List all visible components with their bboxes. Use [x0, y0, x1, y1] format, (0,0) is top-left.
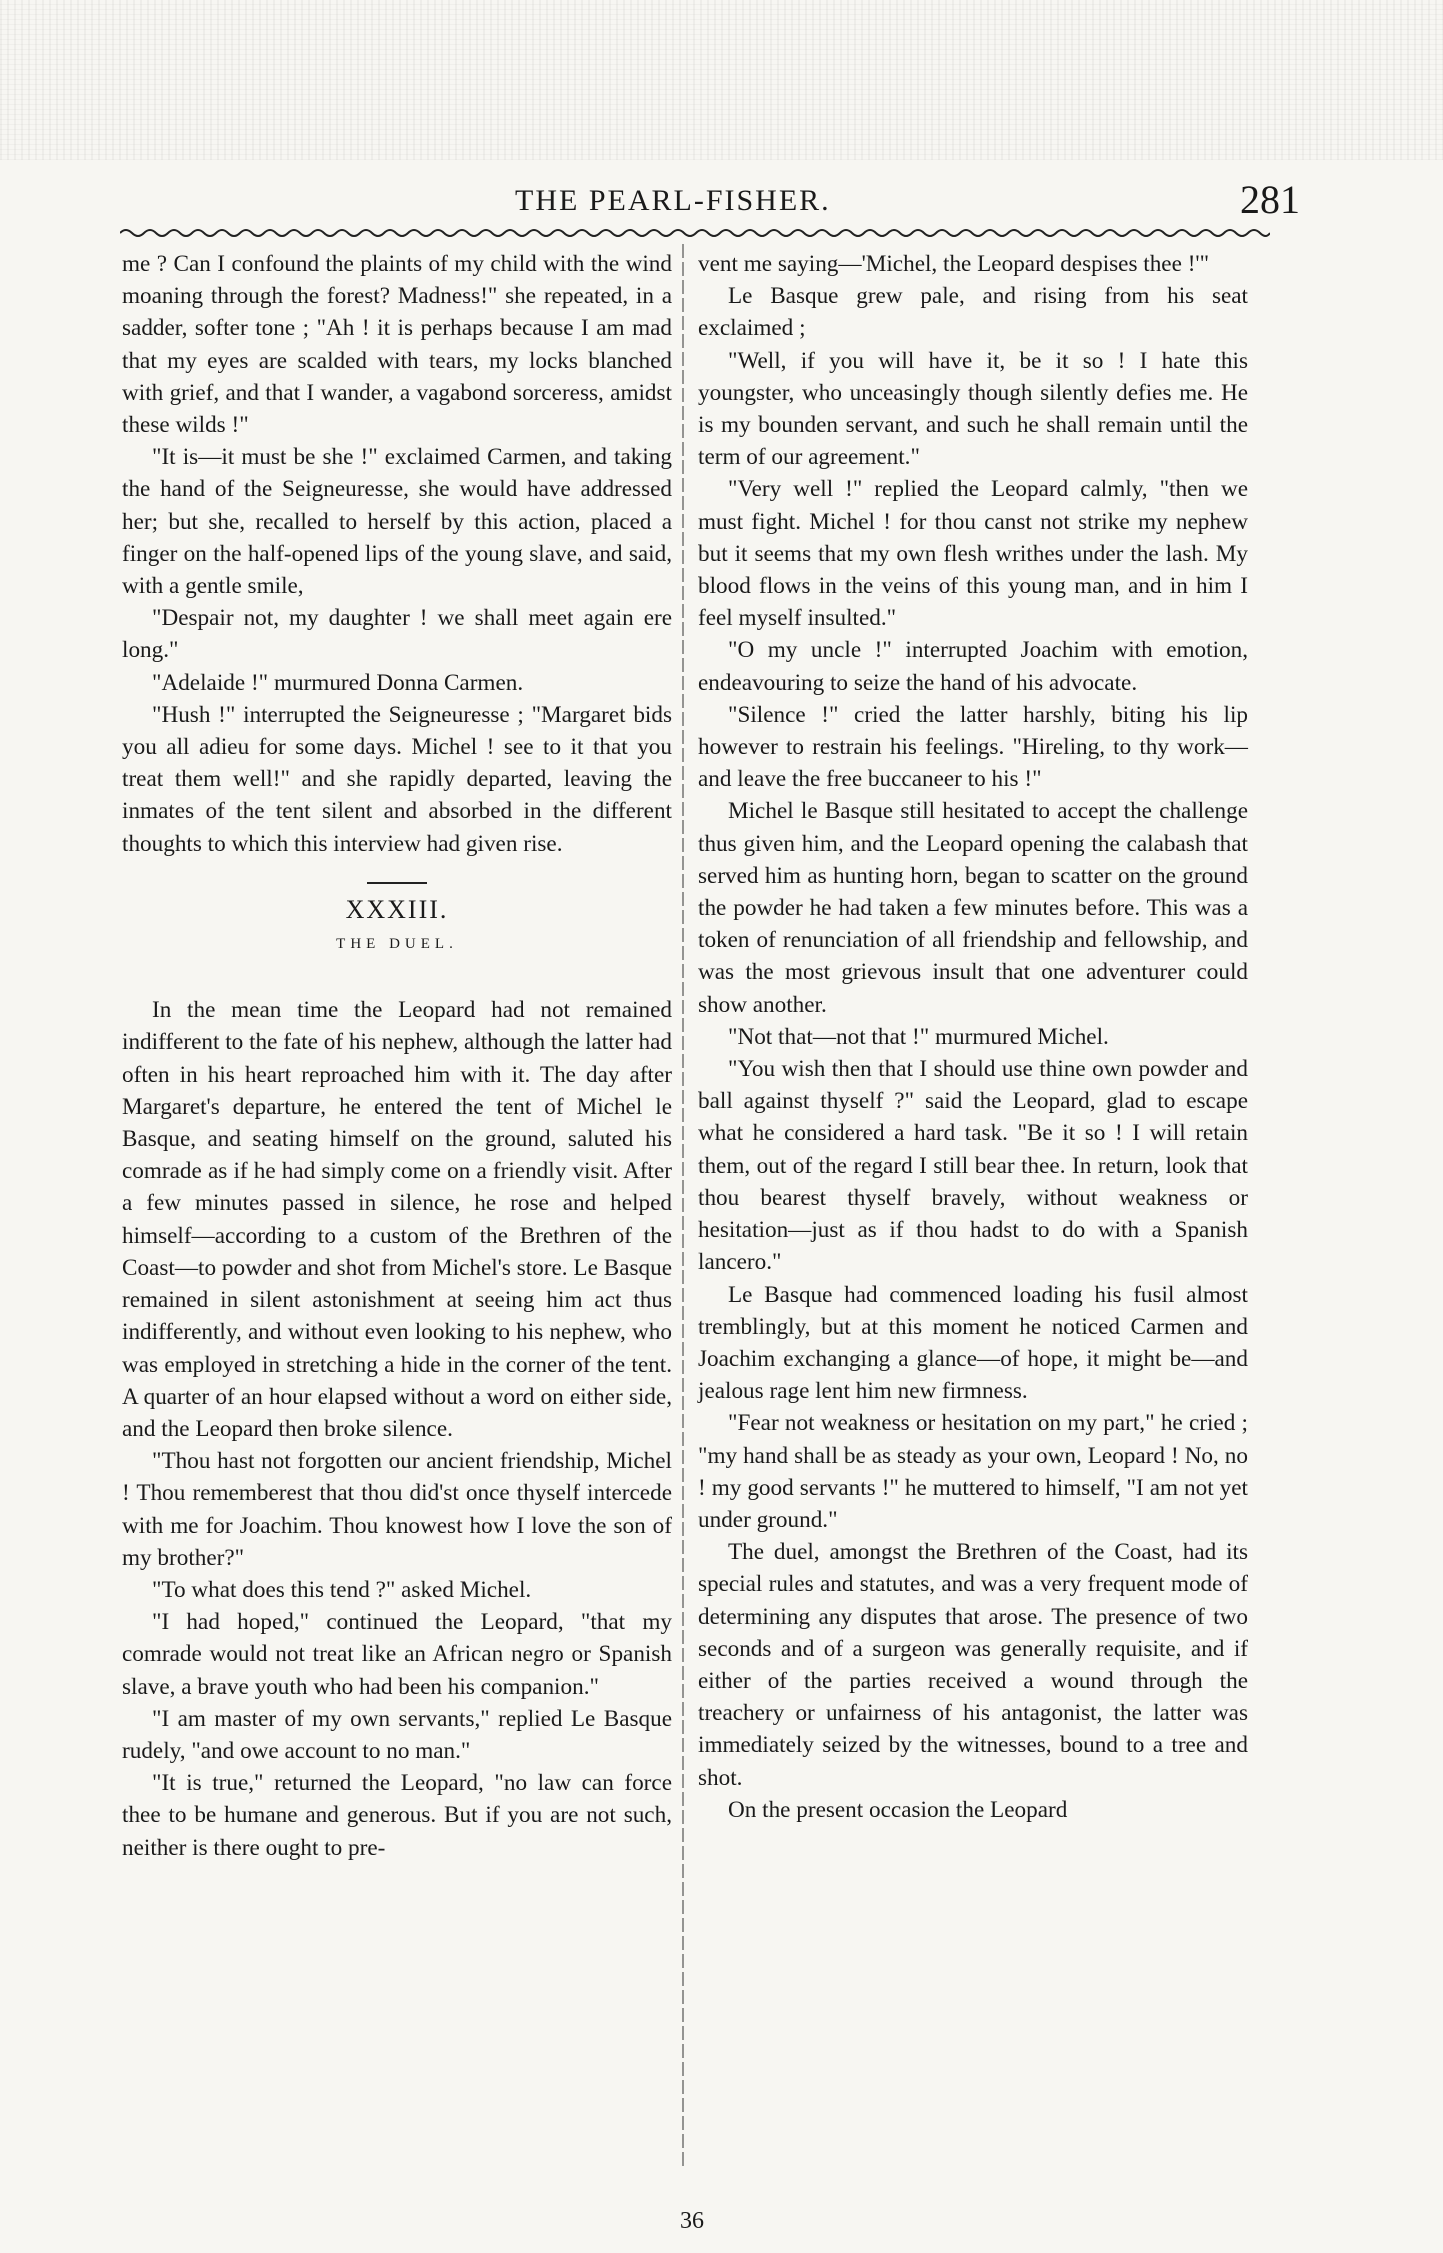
- paragraph: "You wish then that I should use thine own powder and ball against thyself ?" said the Leopard, glad to escape what he considered a hard task. "Be it so ! I will retain them, out of the regard I still bear thee. In return, look that thou bearest thyself bravely, without weakness or hesitation—just as if thou hadst to do with a Spanish lancero.": [698, 1056, 1248, 1276]
- paragraph: "Adelaide !" murmured Donna Carmen.: [152, 669, 524, 696]
- paragraph: "Silence !" cried the latter harshly, biting his lip however to restrain his feelings. "Hireling, to thy work—and leave the free buccaneer to his !": [698, 701, 1248, 793]
- paragraph: In the mean time the Leopard had not remained indifferent to the fate of his nephew, although the latter had often in his heart reproached him with it. The day after Margaret's departure, he entered the tent of Michel le Basque, and seating himself on the ground, saluted his comrade as if he had simply come on a friendly visit. After a few minutes passed in silence, he rose and helped himself—according to a custom of the Brethren of the Coast—to powder and shot from Michel's store. Le Basque remained in silent astonishment at seeing him act thus indifferently, and without even looking to his nephew, who was employed in stretching a hide in the corner of the tent. A quarter of an hour elapsed without a word on either side, and the Leopard then broke silence.: [122, 997, 672, 1442]
- paragraph: "It is—it must be she !" exclaimed Carmen, and taking the hand of the Seigneuresse, she would have addressed her; but she, recalled to herself by this action, placed a finger on the half-opened lips of the young slave, and said, with a gentle smile,: [122, 444, 672, 600]
- paragraph: "Not that—not that !" murmured Michel.: [728, 1023, 1109, 1050]
- chapter-heading: [122, 882, 672, 960]
- paragraph: me ? Can I confound the plaints of my child with the wind moaning through the forest? Madness!" she repeated, in a sadder, softer tone ; "Ah ! it is perhaps because I am mad that my eyes are scalded with tears, my locks blanched with grief, and that I wander, a vagabond sorceress, amidst these wilds !": [122, 251, 672, 439]
- running-title: THE PEARL-FISHER.: [515, 184, 831, 217]
- header-wavy-rule: [120, 226, 1270, 240]
- paragraph: "O my uncle !" interrupted Joachim with emotion, endeavouring to seize the hand of his advocate.: [698, 637, 1248, 696]
- paragraph: "Hush !" interrupted the Seigneuresse ; "Margaret bids you all adieu for some days. Michel ! see to it that you treat them well!" and she rapidly departed, leaving the inmates of the tent silent and absorbed in the different thoughts to which this interview had given rise.: [122, 701, 672, 857]
- paragraph: "Well, if you will have it, be it so ! I hate this youngster, who unceasingly though silently defies me. He is my bounden servant, and such he shall remain until the term of our agreement.": [698, 347, 1248, 471]
- paragraph: The duel, amongst the Brethren of the Coast, had its special rules and statutes, and was a very frequent mode of determining any disputes that arose. The presence of two seconds and of a surgeon was generally requisite, and if either of the parties received a wound through the treachery or unfairness of his antagonist, the latter was immediately seized by the witnesses, bound to a tree and shot.: [698, 1539, 1248, 1791]
- page-number: 281: [1240, 177, 1300, 222]
- paragraph: "It is true," returned the Leopard, "no law can force thee to be humane and generous. But if you are not such, neither is there ought to pre-: [122, 1770, 672, 1861]
- scan-noise: [0, 0, 1443, 160]
- paragraph: "Despair not, my daughter ! we shall meet again ere long.": [122, 605, 672, 664]
- signature-mark: 36: [680, 2208, 704, 2234]
- paragraph: On the present occasion the Leopard: [728, 1796, 1068, 1823]
- paragraph: "Fear not weakness or hesitation on my part," he cried ; "my hand shall be as steady as your own, Leopard ! No, no ! my good servants !" he muttered to himself, "I am not yet under ground.": [698, 1410, 1248, 1533]
- chapter-number: XXXIII.: [345, 894, 449, 924]
- paragraph: "I had hoped," continued the Leopard, "that my comrade would not treat like an African negro or Spanish slave, a brave youth who had been his companion.": [122, 1609, 672, 1700]
- paragraph: "Thou hast not forgotten our ancient friendship, Michel ! Thou rememberest that thou did'st once thyself intercede with me for Joachim. Thou knowest how I love the son of my brother?": [122, 1448, 672, 1571]
- paragraph: "I am master of my own servants," replied Le Basque rudely, "and owe account to no man.": [122, 1705, 672, 1764]
- column-divider: [682, 244, 684, 2169]
- chapter-title: THE DUEL.: [336, 936, 458, 953]
- paragraph: vent me saying—'Michel, the Leopard despises thee !'": [698, 251, 1210, 277]
- chapter-rule: [367, 882, 427, 884]
- paragraph: Michel le Basque still hesitated to accept the challenge thus given him, and the Leopard opening the calabash that served him as hunting horn, began to scatter on the ground the powder he had taken a few minutes before. This was a token of renunciation of all friendship and fellowship, and was the most grievous insult that one adventurer could show another.: [698, 798, 1248, 1018]
- left-column: [122, 248, 672, 1864]
- paragraph: Le Basque grew pale, and rising from his seat exclaimed ;: [698, 283, 1248, 342]
- right-column: [698, 248, 1248, 1826]
- paragraph: Le Basque had commenced loading his fusil almost tremblingly, but at this moment he noticed Carmen and Joachim exchanging a glance—of hope, it might be—and jealous rage lent him new firmness.: [698, 1281, 1248, 1405]
- paragraph: "To what does this tend ?" asked Michel.: [152, 1576, 532, 1603]
- paragraph: "Very well !" replied the Leopard calmly, "then we must fight. Michel ! for thou canst not strike my nephew but it seems that my own flesh writhes under the lash. My blood flows in the veins of this young man, and in him I feel myself insulted.": [698, 476, 1248, 632]
